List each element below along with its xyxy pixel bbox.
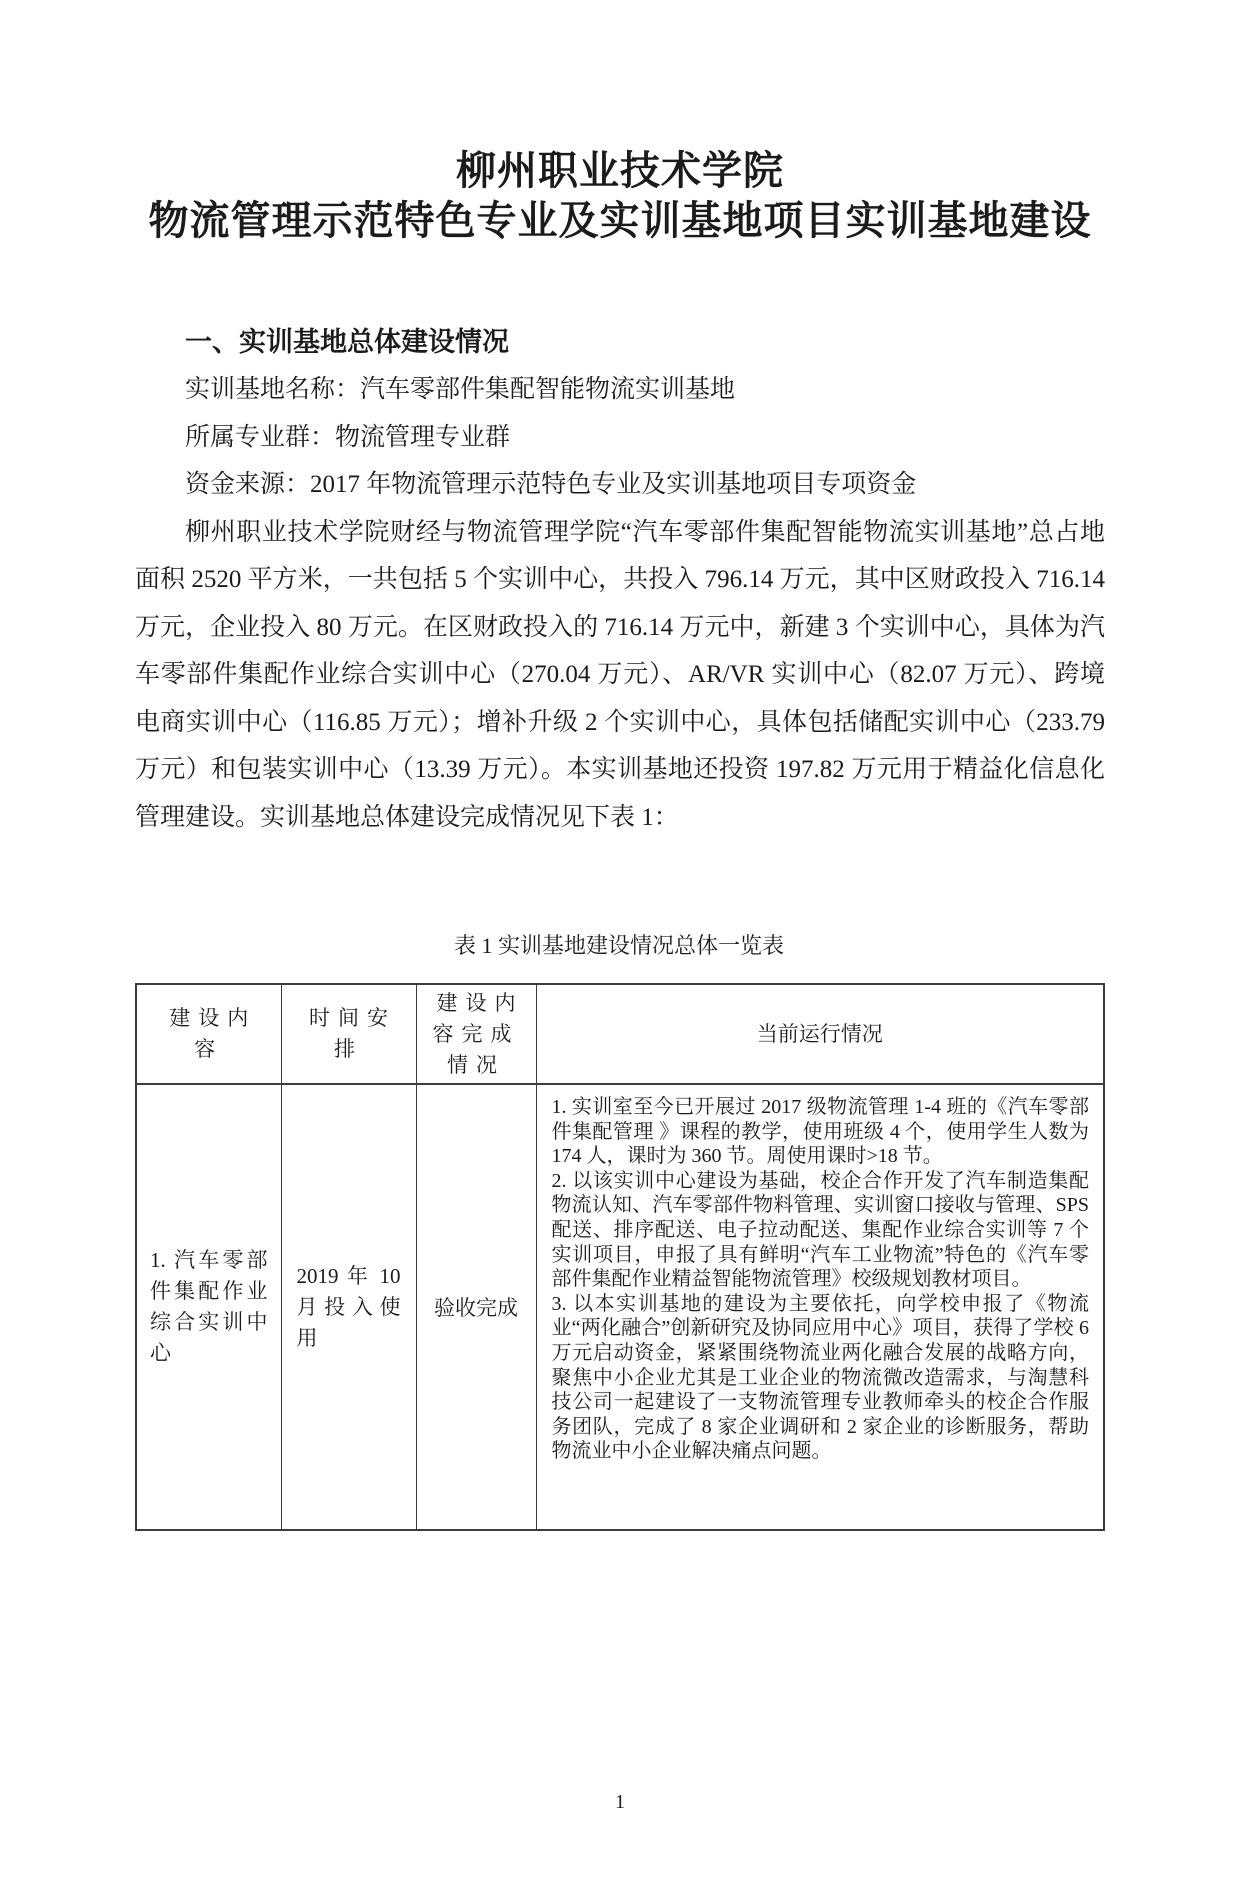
cell-schedule: 2019 年 10 月投入使用	[281, 1084, 416, 1530]
construction-summary-table	[135, 983, 1105, 1531]
cell-operation-status	[536, 1084, 1104, 1530]
cell-completion: 验收完成	[416, 1084, 536, 1530]
intro-line-funding-source: 资金来源：2017 年物流管理示范特色专业及实训基地项目专项资金	[185, 471, 917, 498]
header-cell-construction-content: 建设内容	[136, 984, 281, 1084]
document-title	[135, 146, 1105, 246]
intro-line-base-name: 实训基地名称：汽车零部件集配智能物流实训基地	[185, 376, 736, 403]
header-cell-operation-status: 当前运行情况	[536, 984, 1104, 1084]
document-title-line2: 物流管理示范特色专业及实训基地项目实训基地建设	[148, 199, 1092, 243]
header-cell-completion: 建设内容完成情况	[416, 984, 536, 1084]
body-text-block	[135, 366, 1105, 841]
table-caption: 表 1 实训基地建设情况总体一览表	[453, 933, 784, 958]
table-header-row	[136, 984, 1104, 1084]
status-item: 2. 以该实训中心建设为基础，校企合作开发了汽车制造集配物流认知、汽车零部件物料管理、实训窗口接收与管理、SPS 配送、排序配送、电子拉动配送、集配作业综合实训等 7 个实训项目，申报了具有鲜明“汽车工业物流”特色的《汽车零部件集配作业精益智能物流管理》校级规划教材项目。	[551, 1169, 1089, 1291]
status-item: 3. 以本实训基地的建设为主要依托，向学校申报了《物流业“两化融合”创新研究及协同应用中心》项目，获得了学校 6 万元启动资金，紧紧围绕物流业两化融合发展的战略方向，聚焦中小企业尤其是工业企业的物流微改造需求，与淘慧科技公司一起建设了一支物流管理专业教师牵头的校企合作服务团队，完成了 8 家企业调研和 2 家企业的诊断服务，帮助物流业中小企业解决痛点问题。	[551, 1292, 1089, 1463]
document-title-line1: 柳州职业技术学院	[456, 149, 784, 193]
table-row	[136, 1084, 1104, 1530]
intro-line-specialty-group: 所属专业群：物流管理专业群	[185, 423, 511, 451]
document-page	[0, 146, 1240, 1531]
page-number: 1	[615, 1791, 625, 1813]
cell-construction-content: 1. 汽车零部件集配作业综合实训中心	[136, 1084, 281, 1530]
body-paragraph: 柳州职业技术学院财经与物流管理学院“汽车零部件集配智能物流实训基地”总占地面积 2520 平方米，一共包括 5 个实训中心，共投入 796.14 万元，其中区财政投入 716.14 万元，企业投入 80 万元。在区财政投入的 716.14 万元中，新建 3 个实训中心，具体为汽车零部件集配作业综合实训中心（270.04 万元）、AR/VR 实训中心（82.07 万元）、跨境电商实训中心（116.85 万元）；增补升级 2 个实训中心，具体包括储配实训中心（233.79 万元）和包装实训中心（13.39 万元）。本实训基地还投资 197.82 万元用于精益化信息化管理建设。实训基地总体建设完成情况见下表 1：	[135, 518, 1105, 831]
status-item: 1. 实训室至今已开展过 2017 级物流管理 1-4 班的《汽车零部件集配管理 》课程的教学，使用班级 4 个，使用学生人数为 174 人，课时为 360 节。周使用课时>18 节。	[551, 1096, 1089, 1168]
header-cell-schedule: 时间安排	[281, 984, 416, 1084]
section-heading: 一、实训基地总体建设情况	[185, 327, 509, 357]
